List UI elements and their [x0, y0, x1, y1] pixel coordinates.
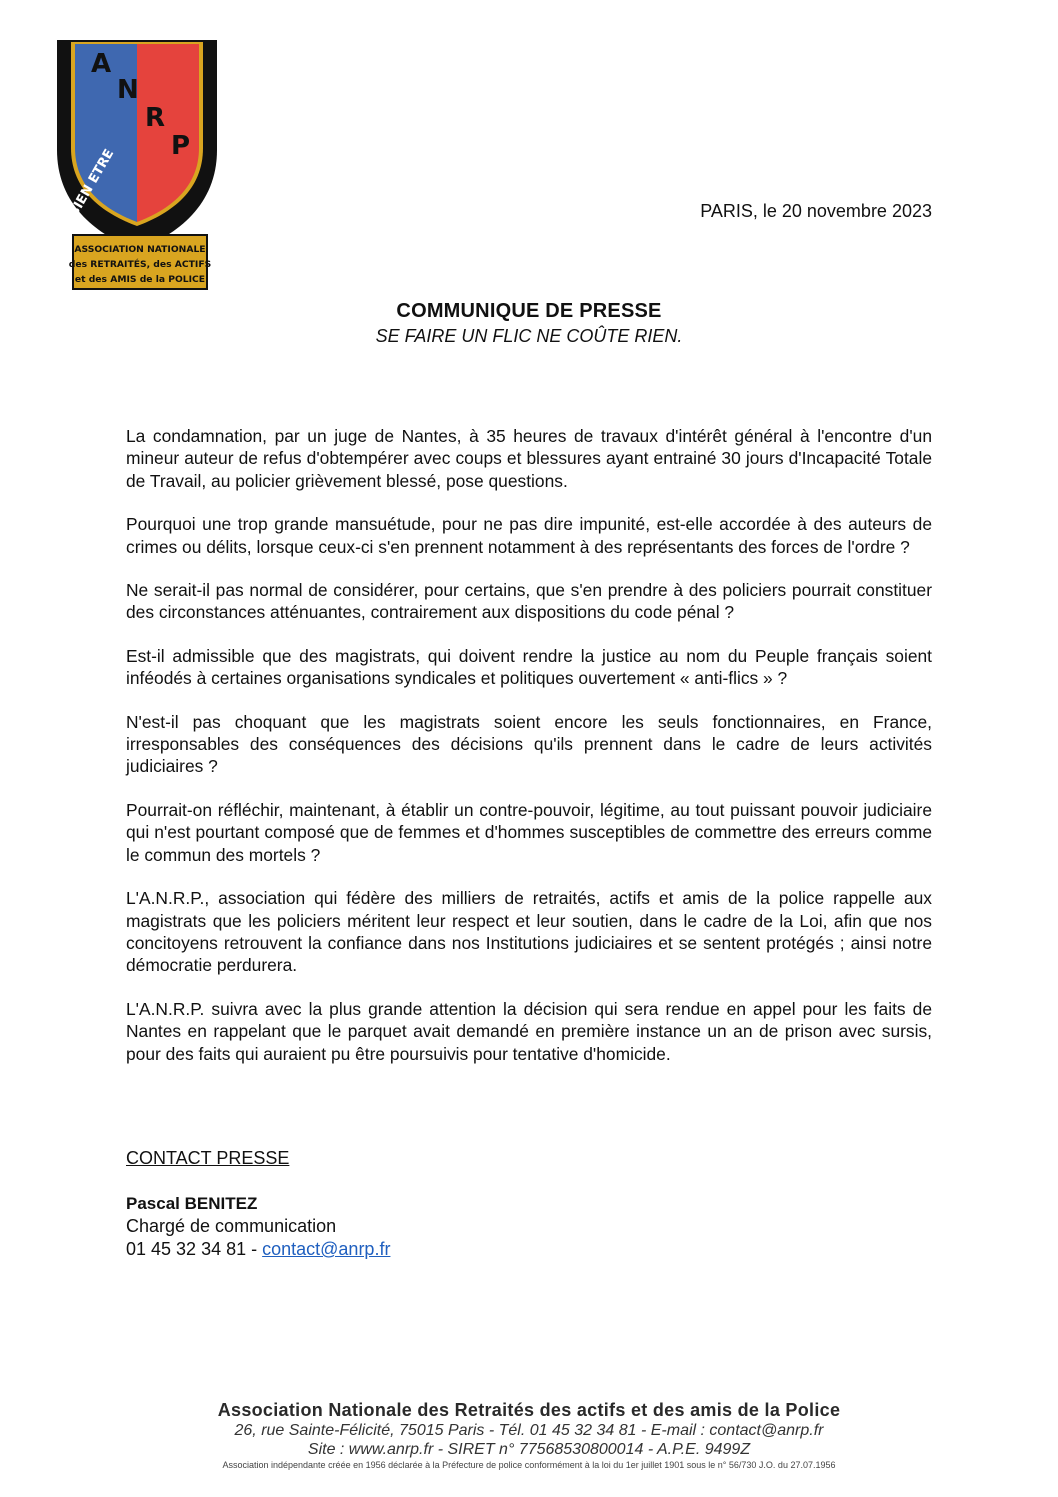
page-title: COMMUNIQUE DE PRESSE: [396, 300, 662, 322]
logo-banner-line-2: des RETRAITÉS, des ACTIFS: [68, 259, 212, 270]
contact-line: [126, 1238, 390, 1261]
paragraph: Pourquoi une trop grande mansuétude, pour ne pas dire impunité, est-elle accordée à des auteurs de crimes ou délits, lorsque ceux-ci s'en prennent notamment à des représentants des forces de l'ordre ?: [126, 514, 932, 557]
document-date: PARIS, le 20 novembre 2023: [700, 201, 932, 221]
logo-letter-n: N: [117, 75, 139, 105]
footer-legal-notice: Association indépendante créée en 1956 déclarée à la Préfecture de police conformément à la loi du 1er juillet 1901 sous le n° 56/730 J.O. du 27.07.1956: [222, 1460, 836, 1470]
logo-arc-left: BIEN ETRE: [66, 146, 118, 220]
paragraph: N'est-il pas choquant que les magistrats soient encore les seuls fonctionnaires, en France, irresponsables des conséquences des décisions qu'ils prennent dans le cadre de leurs activités judiciaires ?: [126, 711, 932, 777]
logo-letter-r: R: [145, 103, 166, 133]
paragraph: Pourrait-on réfléchir, maintenant, à établir un contre-pouvoir, légitime, au tout puissant pouvoir judiciaire qui n'est pourtant composé que de femmes et d'hommes susceptibles de commettre des erreurs comme le commun des mortels ?: [126, 799, 932, 865]
paragraph: L'A.N.R.P. suivra avec la plus grande attention la décision qui sera rendue en appel pour les faits de Nantes en rappelant que le parquet avait demandé en première instance un an de prison avec sursis, pour des faits qui auraient pu être poursuivis pour tentative d'homicide.: [126, 998, 932, 1064]
paragraph: L'A.N.R.P., association qui fédère des milliers de retraités, actifs et amis de la police rappelle aux magistrats que les policiers méritent leur respect et leur soutien, dans le cadre de la Loi, afin que nos concitoyens retrouvent la confiance dans nos Institutions judiciaires et se sentent protégés ; ainsi notre démocratie perdurera.: [126, 888, 932, 976]
paragraph: La condamnation, par un juge de Nantes, à 35 heures de travaux d'intérêt général à l'encontre d'un mineur auteur de refus d'obtempérer avec coups et blessures ayant entrainé 30 jours d'Incapacité Totale de Travail, au policier grièvement blessé, pose questions.: [126, 426, 932, 491]
contact-role: Chargé de communication: [126, 1216, 337, 1236]
logo-banner-line-1: ASSOCIATION NATIONALE: [74, 244, 206, 255]
press-contact: [126, 1147, 390, 1261]
paragraph: Est-il admissible que des magistrats, qui doivent rendre la justice au nom du Peuple français soient inféodés à certaines organisations syndicales et politiques ouvertement « anti-flics » ?: [126, 645, 932, 689]
logo-arc-right: SOLIDARITE: [220, 149, 255, 231]
footer-site-siret: Site : www.anrp.fr - SIRET n° 77568530800014 - A.P.E. 9499Z: [307, 1441, 751, 1458]
page-subtitle: SE FAIRE UN FLIC NE COÛTE RIEN.: [375, 326, 683, 346]
contact-phone: 01 45 32 34 81 -: [126, 1239, 263, 1259]
contact-label: CONTACT PRESSE: [126, 1148, 290, 1168]
contact-name: Pascal BENITEZ: [126, 1194, 258, 1213]
press-release-heading: [0, 300, 1058, 347]
press-release-body: [126, 425, 932, 1086]
logo-banner-line-3: et des AMIS de la POLICE: [74, 274, 206, 285]
anrp-logo: [47, 30, 255, 292]
footer-association-name: Association Nationale des Retraités des actifs et des amis de la Police: [217, 1400, 841, 1420]
paragraph: Ne serait-il pas normal de considérer, pour certains, que s'en prendre à des policiers pourrait constituer des circonstances atténuantes, contrairement aux dispositions du code pénal ?: [126, 580, 932, 623]
contact-email-link[interactable]: contact@anrp.fr: [262, 1239, 391, 1259]
logo-letter-p: P: [171, 131, 191, 161]
footer-address: 26, rue Sainte-Félicité, 75015 Paris - Tél. 01 45 32 34 81 - E-mail : contact@anrp.fr: [234, 1422, 824, 1439]
logo-letter-a: A: [91, 49, 112, 79]
anrp-shield-emblem: [47, 30, 255, 292]
letterhead-footer: [0, 1400, 1058, 1470]
